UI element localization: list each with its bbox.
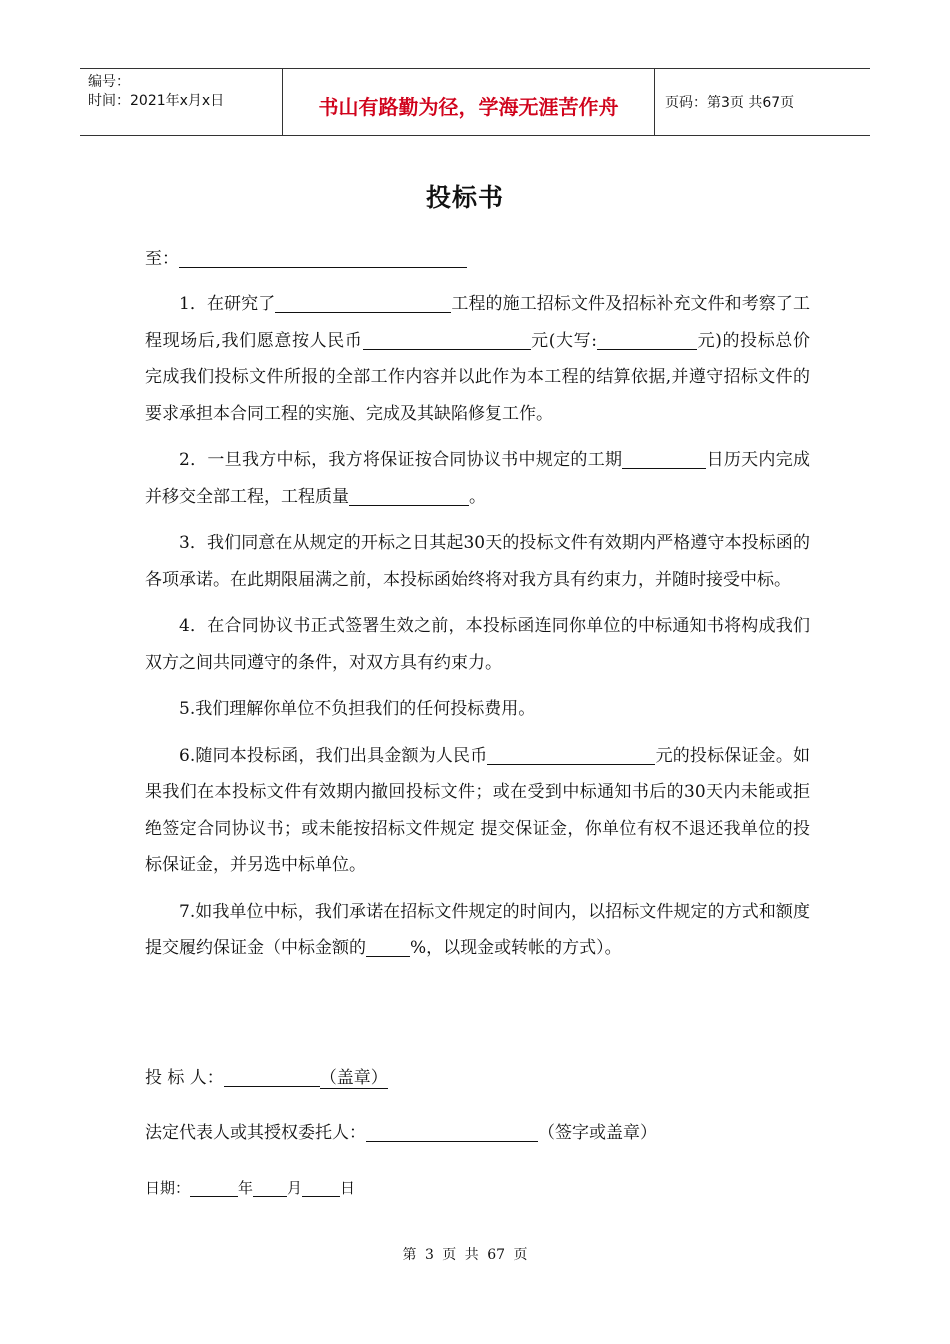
date-line bbox=[145, 1168, 810, 1209]
signature-block bbox=[145, 1058, 810, 1223]
representative-note: （签字或盖章） bbox=[538, 1123, 657, 1143]
bidder-label: 投 标 人： bbox=[145, 1068, 224, 1088]
day-blank[interactable] bbox=[302, 1176, 340, 1197]
p1-text-d: 元)的投标总价完成我们投标文件所报的全部工作内容并以此作为本工程的结算依据,并遵守招标文件的要求承担本合同工程的实施、完成及其缺陷修复工作。 bbox=[145, 330, 810, 424]
bid-amount-words-blank[interactable] bbox=[597, 329, 697, 350]
header-page-info: 页码：第3页 共67页 bbox=[665, 95, 795, 111]
month-label: 月 bbox=[287, 1179, 303, 1197]
bid-amount-blank[interactable] bbox=[363, 329, 531, 350]
number-label: 编号： bbox=[88, 74, 130, 90]
representative-blank[interactable] bbox=[366, 1121, 538, 1142]
p2-text-c: 。 bbox=[469, 486, 486, 507]
paragraph-6 bbox=[145, 738, 810, 884]
paragraph-2 bbox=[145, 442, 810, 515]
p1-text-c: 元(大写: bbox=[530, 330, 597, 351]
page-header bbox=[80, 68, 870, 136]
bidder-seal-note: （盖章） bbox=[319, 1068, 388, 1088]
year-label: 年 bbox=[238, 1179, 254, 1197]
year-blank[interactable] bbox=[190, 1176, 238, 1197]
date-label: 时间：2021年x月x日 bbox=[88, 93, 225, 109]
date-label: 日期： bbox=[145, 1179, 191, 1197]
p2-text-b: 日历天内完成并移交全部工程，工程质量 bbox=[145, 450, 811, 507]
header-motto: 书山有路勤为径，学海无涯苦作舟 bbox=[283, 69, 655, 135]
representative-label: 法定代表人或其授权委托人： bbox=[145, 1123, 366, 1143]
paragraph-7 bbox=[145, 894, 810, 967]
p7-text-a: 7.如我单位中标，我们承诺在招标文件规定的时间内，以招标文件规定的方式和额度提交履约保证金（中标金额的 bbox=[145, 901, 810, 958]
bond-amount-blank[interactable] bbox=[487, 744, 655, 765]
to-label: 至： bbox=[145, 249, 179, 269]
month-blank[interactable] bbox=[253, 1176, 287, 1197]
day-label: 日 bbox=[340, 1179, 356, 1197]
paragraph-3: 3．我们同意在从规定的开标之日其起30天的投标文件有效期内严格遵守本投标函的各项承诺。在此期限届满之前，本投标函始终将对我方具有约束力，并随时接受中标。 bbox=[145, 533, 810, 590]
percentage-blank[interactable] bbox=[366, 936, 410, 957]
paragraph-1 bbox=[145, 286, 810, 432]
paragraph-5: 5.我们理解你单位不负担我们的任何投标费用。 bbox=[179, 699, 536, 719]
project-name-blank[interactable] bbox=[275, 292, 451, 313]
p7-text-b: %，以现金或转帐的方式）。 bbox=[410, 938, 622, 958]
p6-text-a: 6.随同本投标函，我们出具金额为人民币 bbox=[179, 745, 488, 766]
p1-text-b: 工程的施工招标文件及招标补充文件和考察了工程现场后,我们愿意按人民币 bbox=[145, 294, 811, 351]
document-title: 投标书 bbox=[425, 183, 504, 212]
quality-blank[interactable] bbox=[349, 485, 469, 506]
document-body bbox=[145, 242, 810, 977]
paragraph-4: 4．在合同协议书正式签署生效之前，本投标函连同你单位的中标通知书将构成我们双方之间共同遵守的条件，对双方具有约束力。 bbox=[145, 616, 810, 673]
p2-text-a: 2．一旦我方中标，我方将保证按合同协议书中规定的工期 bbox=[179, 450, 623, 470]
page-footer: 第 3 页 共 67 页 bbox=[402, 1247, 528, 1263]
bidder-line bbox=[145, 1058, 810, 1099]
p6-text-b: 元的投标保证金。如果我们在本投标文件有效期内撤回投标文件；或在受到中标通知书后的30天内未能或拒绝签定合同协议书；或未能按招标文件规定 提交保证金，你单位有权不退还我单位的投标保证金，并另选中标单位。 bbox=[145, 745, 810, 875]
header-meta bbox=[80, 69, 283, 135]
bidder-blank[interactable] bbox=[224, 1066, 320, 1087]
duration-blank[interactable] bbox=[622, 448, 706, 469]
recipient-line bbox=[145, 242, 810, 276]
representative-line bbox=[145, 1113, 810, 1154]
p1-text-a: 1．在研究了 bbox=[179, 294, 276, 314]
recipient-blank[interactable] bbox=[179, 247, 467, 268]
